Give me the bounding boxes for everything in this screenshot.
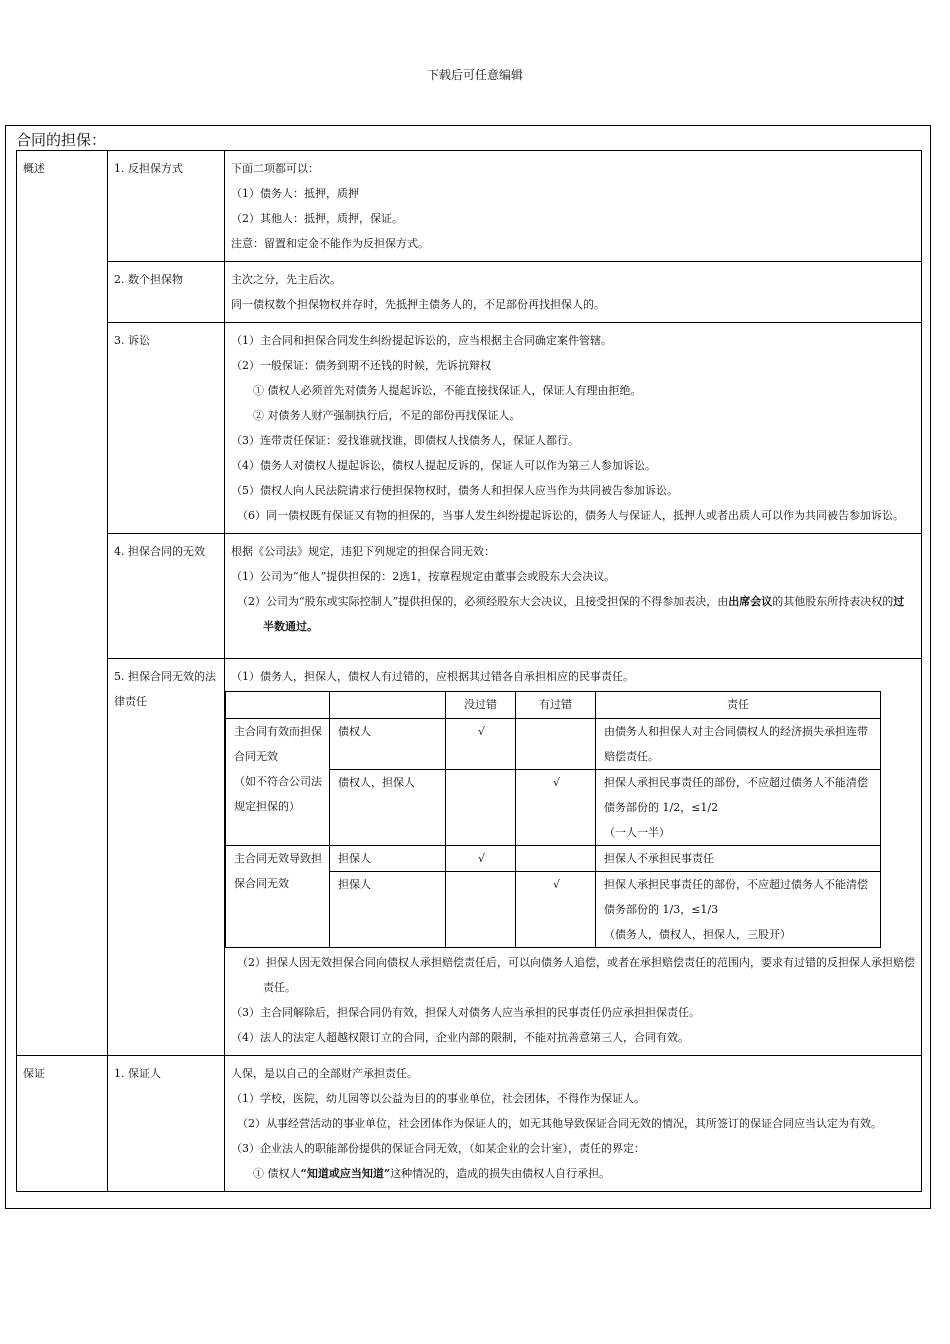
table-row bbox=[17, 151, 922, 262]
fault-cell: √ bbox=[516, 770, 596, 846]
column-header bbox=[226, 692, 330, 719]
responsibility-line: 担保人承担民事责任的部份，不应超过债务人不能清偿债务部份的 1/3，≤1/3 bbox=[604, 878, 868, 916]
table-row bbox=[17, 659, 922, 1056]
responsibility-cell bbox=[596, 846, 881, 872]
fault-cell: √ bbox=[516, 872, 596, 948]
no-fault-cell bbox=[446, 770, 516, 846]
text-line: 注意：留置和定金不能作为反担保方式。 bbox=[231, 237, 429, 250]
page-header: 下载后可任意编辑 bbox=[426, 68, 523, 82]
text-span: 这种情况的，造成的损失由债权人自行承担。 bbox=[390, 1167, 611, 1180]
no-fault-cell: √ bbox=[446, 719, 516, 770]
guarantee-table bbox=[16, 150, 922, 1192]
row-label: 5. 担保合同无效的法律责任 bbox=[108, 659, 225, 1056]
table-row bbox=[17, 323, 922, 534]
text-line: （6）同一债权既有保证又有物的担保的，当事人发生纠纷提起诉讼的，债务人与保证人，抵押人或者出质人可以作为共同被告参加诉讼。 bbox=[237, 509, 904, 522]
party-cell: 担保人 bbox=[330, 846, 446, 872]
table-row bbox=[17, 534, 922, 659]
text-line: （2）其他人：抵押，质押，保证。 bbox=[231, 212, 403, 225]
row-label: 1. 保证人 bbox=[108, 1056, 225, 1192]
responsibility-line: （债务人，债权人，担保人，三股开） bbox=[604, 928, 791, 941]
responsibility-cell bbox=[596, 719, 881, 770]
text-span: （2）公司为“股东或实际控制人”提供担保的，必须经股东大会决议，且接受担保的不得参加表决，由 bbox=[237, 595, 729, 608]
text-line: （3）企业法人的职能部份提供的保证合同无效，（如某企业的会计室），责任的界定： bbox=[231, 1142, 645, 1155]
group-label: 主合同有效而担保合同无效 bbox=[234, 725, 322, 763]
responsibility-cell bbox=[596, 770, 881, 846]
party-cell: 债权人 bbox=[330, 719, 446, 770]
text-line: （2）一般保证：债务到期不还钱的时候，先诉抗辩权 bbox=[231, 359, 491, 372]
text-line: （1）债务人：抵押，质押 bbox=[231, 187, 359, 200]
row-content bbox=[225, 534, 922, 659]
row-label: 3. 诉讼 bbox=[108, 323, 225, 534]
table-row bbox=[226, 846, 881, 872]
row-content bbox=[225, 1056, 922, 1192]
row-content bbox=[225, 659, 922, 1056]
text-line: （2）担保人因无效担保合同向债权人承担赔偿责任后，可以向债务人追偿，或者在承担赔偿责任的范围内，要求有过错的反担保人承担赔偿责任。 bbox=[237, 956, 915, 994]
section-label: 概述 bbox=[17, 151, 108, 1056]
table-row bbox=[17, 1056, 922, 1192]
responsibility-line: 担保人承担民事责任的部份，不应超过债务人不能清偿债务部份的 1/2，≤1/2 bbox=[604, 776, 868, 814]
text-span: ① 债权人 bbox=[253, 1167, 301, 1180]
row-label: 2. 数个担保物 bbox=[108, 262, 225, 323]
text-line: （1）学校，医院，幼儿园等以公益为目的的事业单位，社会团体，不得作为保证人。 bbox=[231, 1092, 645, 1105]
party-cell: 债权人，担保人 bbox=[330, 770, 446, 846]
column-header: 没过错 bbox=[446, 692, 516, 719]
text-line: ① 债权人必须首先对债务人提起诉讼，不能直接找保证人，保证人有理由拒绝。 bbox=[253, 384, 642, 397]
section-label: 保证 bbox=[17, 1056, 108, 1192]
text-line: 主次之分，先主后次。 bbox=[231, 273, 341, 286]
text-line: （4）法人的法定人超越权限订立的合同，企业内部的限制，不能对抗善意第三人，合同有效。 bbox=[231, 1031, 689, 1044]
document-title: 合同的担保： bbox=[16, 131, 107, 149]
row-content bbox=[225, 262, 922, 323]
column-header bbox=[330, 692, 446, 719]
row-content bbox=[225, 323, 922, 534]
fault-cell bbox=[516, 719, 596, 770]
text-line: （1）债务人，担保人，债权人有过错的，应根据其过错各自承担相应的民事责任。 bbox=[231, 670, 634, 683]
text-line: 同一债权数个担保物权并存时，先抵押主债务人的，不足部份再找担保人的。 bbox=[231, 298, 605, 311]
no-fault-cell bbox=[446, 872, 516, 948]
text-line: （3）连带责任保证：爱找谁就找谁，即债权人找债务人，保证人都行。 bbox=[231, 434, 579, 447]
row-label: 1. 反担保方式 bbox=[108, 151, 225, 262]
text-line: （5）债权人向人民法院请求行使担保物权时，债务人和担保人应当作为共同被告参加诉讼。 bbox=[231, 484, 678, 497]
text-line: ② 对债务人财产强制执行后，不足的部份再找保证人。 bbox=[253, 409, 521, 422]
responsibility-cell bbox=[596, 872, 881, 948]
text-line: （3）主合同解除后，担保合同仍有效，担保人对债务人应当承担的民事责任仍应承担担保责任。 bbox=[231, 1006, 700, 1019]
group-label: 主合同无效导致担保合同无效 bbox=[234, 852, 322, 890]
text-line: 下面二项都可以： bbox=[231, 162, 319, 175]
liability-table bbox=[225, 691, 881, 948]
emphasis-text: 出席会议 bbox=[728, 595, 773, 608]
group-cell bbox=[226, 846, 330, 948]
text-line: （2）从事经营活动的事业单位，社会团体作为保证人的，如无其他导致保证合同无效的情况，其所签订的保证合同应当认定为有效。 bbox=[237, 1117, 882, 1130]
fault-cell bbox=[516, 846, 596, 872]
text-span: 的其他股东所持表决权的 bbox=[772, 595, 894, 608]
text-line: （1）公司为“他人”提供担保的：2选1，按章程规定由董事会或股东大会决议。 bbox=[231, 570, 616, 583]
emphasis-text: 过半数通过。 bbox=[263, 595, 905, 633]
column-header: 有过错 bbox=[516, 692, 596, 719]
responsibility-line: 由债务人和担保人对主合同债权人的经济损失承担连带赔偿责任。 bbox=[604, 725, 868, 763]
row-content bbox=[225, 151, 922, 262]
text-line: （1）主合同和担保合同发生纠纷提起诉讼的，应当根据主合同确定案件管辖。 bbox=[231, 334, 612, 347]
column-header: 责任 bbox=[596, 692, 881, 719]
document-frame bbox=[5, 125, 931, 1209]
row-label: 4. 担保合同的无效 bbox=[108, 534, 225, 659]
group-note: （如不符合公司法规定担保的） bbox=[234, 775, 322, 813]
table-header-row bbox=[226, 692, 881, 719]
text-line: 人保，是以自己的全部财产承担责任。 bbox=[231, 1067, 418, 1080]
text-line bbox=[231, 589, 915, 639]
party-cell: 担保人 bbox=[330, 872, 446, 948]
table-row bbox=[17, 262, 922, 323]
text-line: （4）债务人对债权人提起诉讼，债权人提起反诉的，保证人可以作为第三人参加诉讼。 bbox=[231, 459, 656, 472]
responsibility-line: 担保人不承担民事责任 bbox=[604, 852, 714, 865]
no-fault-cell: √ bbox=[446, 846, 516, 872]
responsibility-line: （一人一半） bbox=[604, 826, 670, 839]
table-row bbox=[226, 719, 881, 770]
text-line: 根据《公司法》规定，违犯下列规定的担保合同无效： bbox=[231, 545, 495, 558]
emphasis-text: “知道或应当知道” bbox=[300, 1167, 391, 1180]
group-cell bbox=[226, 719, 330, 846]
text-line bbox=[231, 1161, 915, 1186]
